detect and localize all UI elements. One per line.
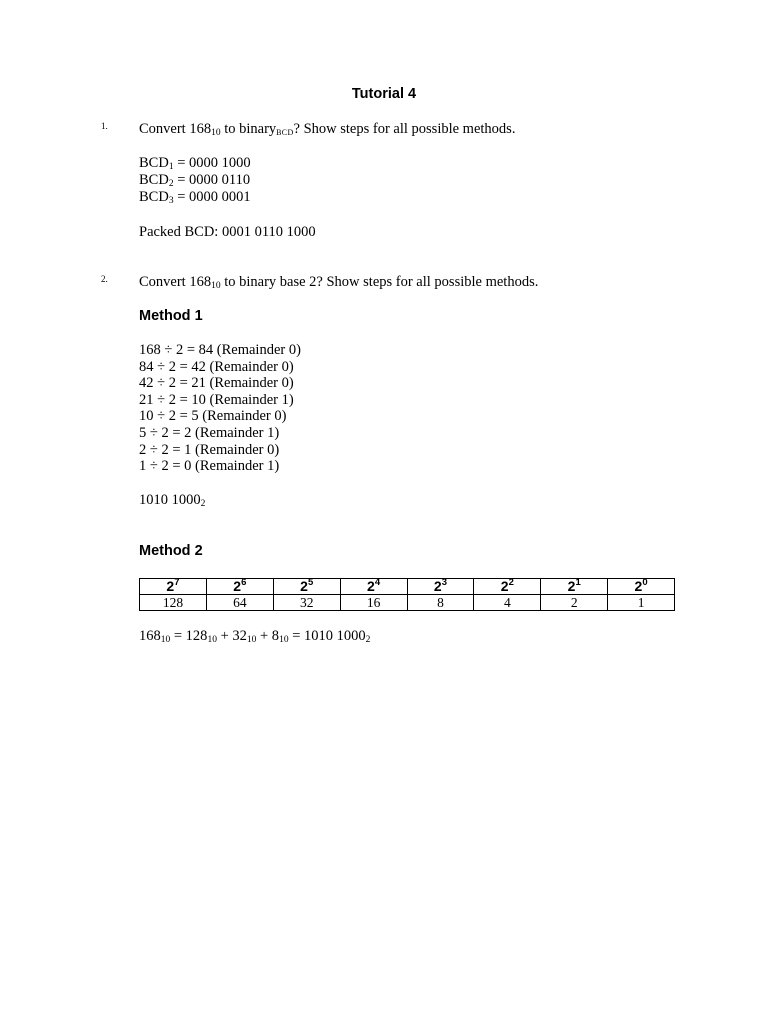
bcd-line-1: $BCD_1 = 0000$ 1000 <box>139 155 251 172</box>
table-cell: $2^2$ <box>474 579 541 595</box>
table-cell: 16 <box>340 595 407 611</box>
division-step: 21 ÷ 2 = 10 (Remainder 1) <box>139 392 294 408</box>
table-cell: 64 <box>206 595 273 611</box>
bcd-line-2: $BCD_2 = 0000$ 0110 <box>139 172 251 189</box>
method-2-equation: $168_{10} = 128_{10} + 32_{10} + 8_{10} = 1010$ $1000_2$ <box>139 628 371 645</box>
question-2-text: Convert $168_{10}$ to binary base 2? Show steps for all possible methods. <box>139 274 539 291</box>
method-1-heading: Method 1 <box>139 308 203 324</box>
packed-bcd: Packed BCD: 0001 0110 1000 <box>139 224 316 240</box>
table-cell: 8 <box>407 595 474 611</box>
method-1-result: 1010 $1000_2$ <box>139 492 206 509</box>
table-cell: $2^7$ <box>140 579 207 595</box>
table-cell: 2 <box>541 595 608 611</box>
division-step: 168 ÷ 2 = 84 (Remainder 0) <box>139 342 301 358</box>
division-step: 2 ÷ 2 = 1 (Remainder 0) <box>139 442 280 458</box>
table-cell: $2^1$ <box>541 579 608 595</box>
table-cell: 1 <box>608 595 675 611</box>
method-2-heading: Method 2 <box>139 543 203 559</box>
table-cell: $2^0$ <box>608 579 675 595</box>
question-1-text: Convert $168_{10}$ to binary$_{BCD}$? Show steps for all possible methods. <box>139 121 516 138</box>
division-step: 84 ÷ 2 = 42 (Remainder 0) <box>139 359 294 375</box>
question-1-number: 1. <box>101 121 108 131</box>
page-title: Tutorial 4 <box>351 86 417 102</box>
division-step: 5 ÷ 2 = 2 (Remainder 1) <box>139 425 280 441</box>
table-cell: $2^5$ <box>273 579 340 595</box>
division-step: 10 ÷ 2 = 5 (Remainder 0) <box>139 408 287 424</box>
table-cell: $2^6$ <box>206 579 273 595</box>
powers-of-two-table <box>139 578 675 611</box>
bcd-line-3: $BCD_3 = 0000$ 0001 <box>139 189 251 206</box>
table-cell: 128 <box>140 595 207 611</box>
table-cell: $2^3$ <box>407 579 474 595</box>
table-cell: $2^4$ <box>340 579 407 595</box>
table-cell: 32 <box>273 595 340 611</box>
division-step: 42 ÷ 2 = 21 (Remainder 0) <box>139 375 294 391</box>
table-row <box>140 579 675 595</box>
question-2-number: 2. <box>101 274 108 284</box>
table-cell: 4 <box>474 595 541 611</box>
division-step: 1 ÷ 2 = 0 (Remainder 1) <box>139 458 280 474</box>
table-row <box>140 595 675 611</box>
